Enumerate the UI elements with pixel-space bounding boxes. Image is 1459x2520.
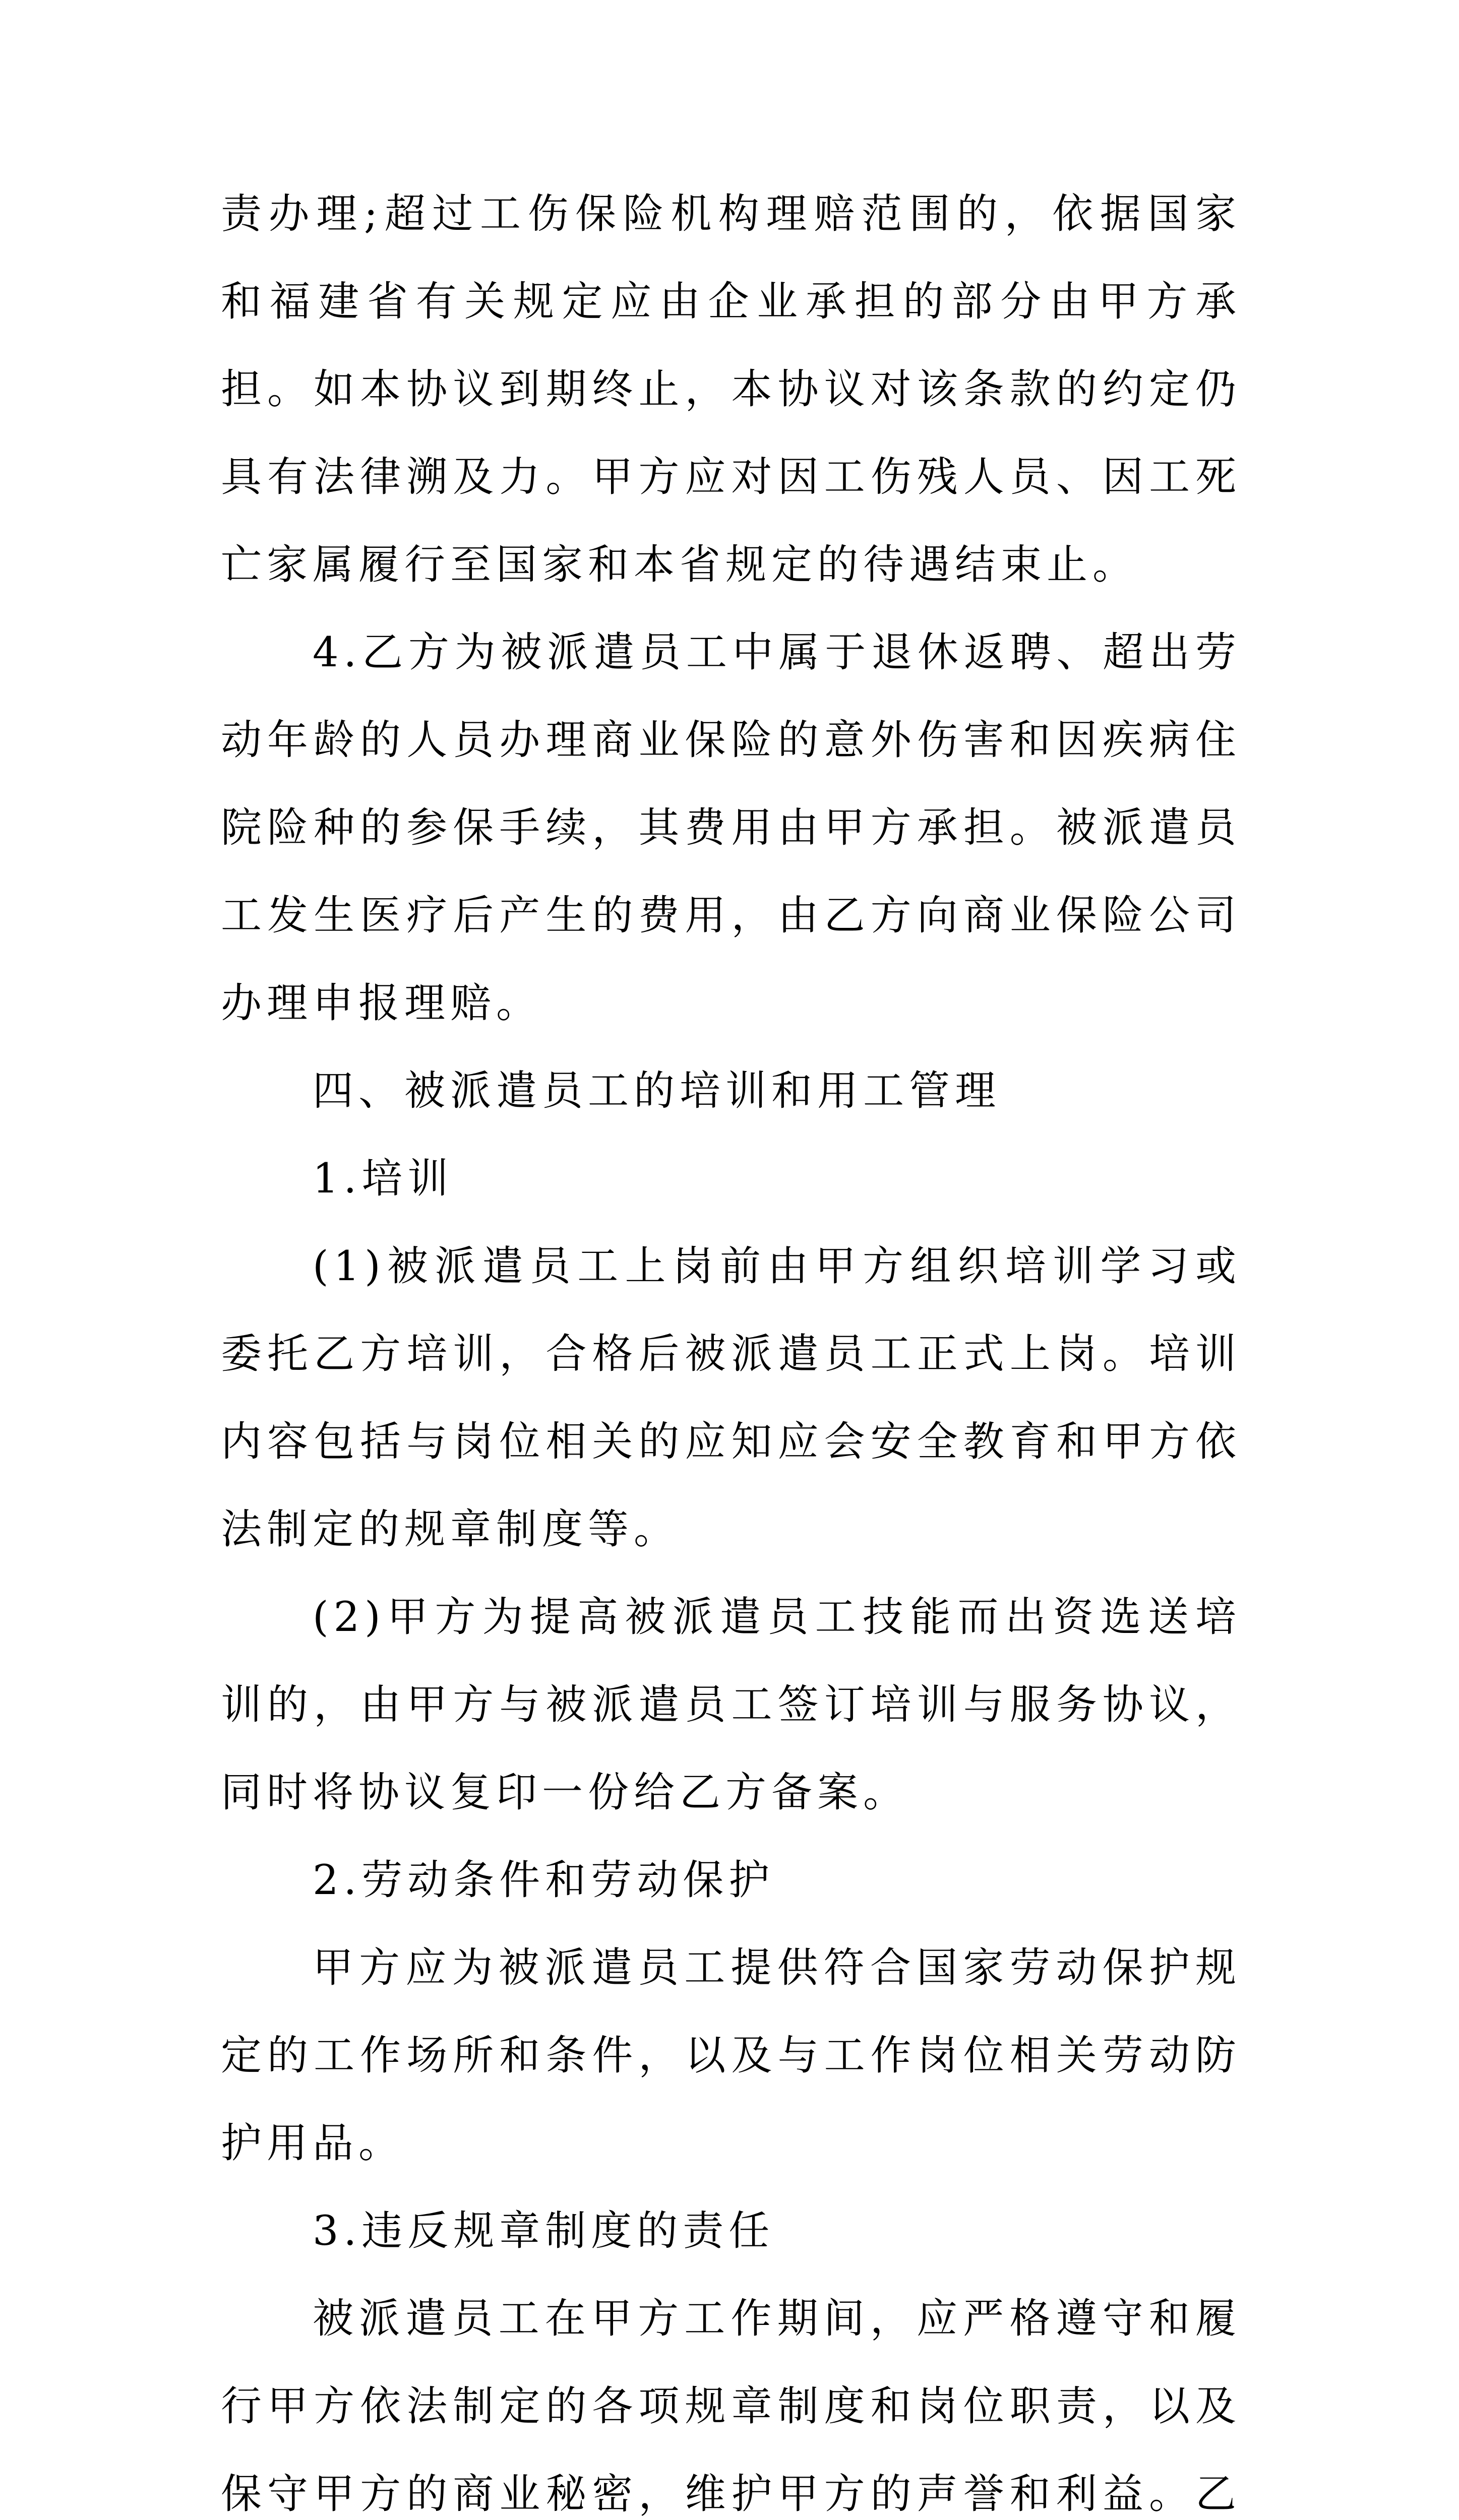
subheading-labor-conditions: 2.劳动条件和劳动保护 bbox=[313, 1857, 775, 1904]
subheading-rule-violation: 3.违反规章制度的责任 bbox=[313, 2208, 775, 2255]
paragraph-rule-violation: 被派遣员工在甲方工作期间，应严格遵守和履行甲方依法制定的各项规章制度和岗位职责，以及保守甲方的商业秘密，维护甲方的声誉和利益。乙 bbox=[221, 2295, 1241, 2518]
subheading-training: 1.培训 bbox=[313, 1155, 454, 1203]
paragraph-labor-conditions: 甲方应为被派遣员工提供符合国家劳动保护规定的工作场所和条件，以及与工作岗位相关劳动防护用品。 bbox=[221, 1944, 1241, 2167]
section-heading-4: 四、被派遣员工的培训和用工管理 bbox=[313, 1067, 1001, 1115]
document-body bbox=[221, 170, 1241, 2520]
paragraph-clause-4: 4.乙方为被派遣员工中属于退休返聘、超出劳动年龄的人员办理商业保险的意外伤害和因疾病住院险种的参保手续，其费用由甲方承担。被派遣员工发生医疗后产生的费用，由乙方向商业保险公司办理申报理赔。 bbox=[221, 629, 1241, 1027]
paragraph-training-2: (2)甲方为提高被派遣员工技能而出资选送培训的，由甲方与被派遣员工签订培训与服务协议，同时将协议复印一份给乙方备案。 bbox=[221, 1594, 1241, 1816]
paragraph-training-1: (1)被派遣员工上岗前由甲方组织培训学习或委托乙方培训，合格后被派遣员工正式上岗。培训内容包括与岗位相关的应知应会安全教育和甲方依法制定的规章制度等。 bbox=[221, 1243, 1241, 1553]
paragraph-continuation: 责办理;超过工伤保险机构理赔范围的，依据国家和福建省有关规定应由企业承担的部分由甲方承担。如本协议到期终止，本协议对该条款的约定仍具有法律溯及力。甲方应对因工伤残人员、因工死亡家属履行至国家和本省规定的待遇结束止。 bbox=[221, 191, 1241, 589]
